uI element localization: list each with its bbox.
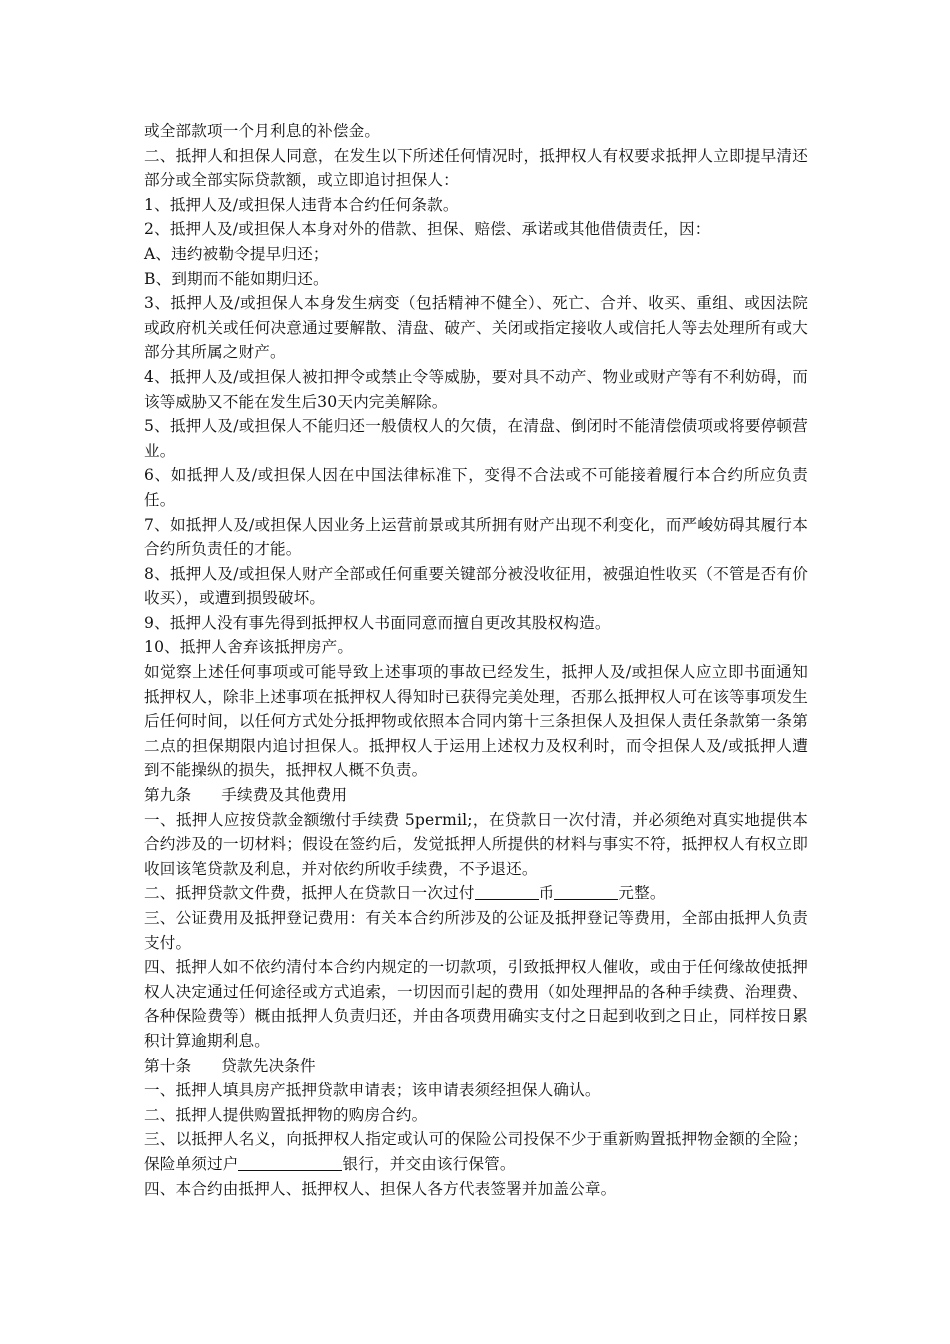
paragraph: 一、抵押人应按贷款金额缴付手续费 5permil;，在贷款日一次付清，并必须绝对真实地提供本合约涉及的一切材料；假设在签约后，发觉抵押人所提供的材料与事实不符，抵押权人有权立即收回该笔贷款及利息，并对依约所收手续费，不予退还。 xyxy=(144,810,808,878)
article-title: 贷款先决条件 xyxy=(221,1056,316,1075)
list-item: A、违约被勒令提早归还； xyxy=(144,244,329,263)
paragraph xyxy=(144,1127,808,1176)
paragraph: 三、公证费用及抵押登记费用：有关本合约所涉及的公证及抵押登记等费用，全部由抵押人负责支付。 xyxy=(144,909,808,952)
list-item: 6、如抵押人及/或担保人因在中国法律标准下，变得不合法或不可能接着履行本合约所应负责任。 xyxy=(144,466,808,509)
paragraph: 二、抵押人和担保人同意，在发生以下所述任何情况时，抵押权人有权要求抵押人立即提早清还部分或全部实际贷款额，或立即追讨担保人： xyxy=(144,146,808,190)
paragraph: 四、抵押人如不依约清付本合约内规定的一切款项，引致抵押权人催收，或由于任何缘故使抵押权人决定通过任何途径或方式追索，一切因而引起的费用（如处理押品的各种手续费、治理费、各种保险费等）概由抵押人负责归还，并由各项费用确实支付之日起到收到之日止，同样按日累积计算逾期利息。 xyxy=(144,958,808,1050)
list-item: 7、如抵押人及/或担保人因业务上运营前景或其所拥有财产出现不利变化，而严峻妨碍其履行本合约所负责任的才能。 xyxy=(144,515,808,559)
list-item: 2、抵押人及/或担保人本身对外的借款、担保、赔偿、承诺或其他借债责任，因： xyxy=(144,220,711,239)
text-segment: 三、以抵押人名义，向抵押权人指定或认可的保险公司投保不少于重新购置抵押物金额的全险；保险单须过户 xyxy=(144,1130,808,1173)
list-item: 5、抵押人及/或担保人不能归还一般债权人的欠债，在清盘、倒闭时不能清偿债项或将要停顿营业。 xyxy=(144,417,808,460)
fill-in-blank xyxy=(554,883,618,900)
article-9-heading xyxy=(144,783,808,808)
article-number: 第九条 xyxy=(144,786,192,805)
article-number: 第十条 xyxy=(144,1056,192,1075)
text-segment: 币 xyxy=(538,884,555,903)
list-item: 4、抵押人及/或担保人被扣押令或禁止令等威胁，要对具不动产、物业或财产等有不利妨碍，而该等威胁又不能在发生后30天内完美解除。 xyxy=(144,367,808,411)
list-item: 9、抵押人没有事先得到抵押权人书面同意而擅自更改其股权构造。 xyxy=(144,613,611,632)
paragraph: 四、本合约由抵押人、抵押权人、担保人各方代表签署并加盖公章。 xyxy=(144,1179,617,1198)
text-segment: 元整。 xyxy=(618,884,666,903)
text-segment: 银行，并交由该行保管。 xyxy=(342,1154,516,1173)
paragraph: 二、抵押人提供购置抵押物的购房合约。 xyxy=(144,1105,428,1124)
paragraph: 如觉察上述任何事项或可能导致上述事项的事故已经发生，抵押人及/或担保人应立即书面通知抵押权人，除非上述事项在抵押权人得知时已获得完美处理，否那么抵押权人可在该等事项发生后任何时间，以任何方式处分抵押物或依照本合同内第十三条担保人及担保人责任条款第一条第二点的担保期限内追讨担保人。抵押权人于运用上述权力及权利时，而令担保人及/或抵押人遭到不能操纵的损失，抵押权人概不负责。 xyxy=(144,663,808,780)
paragraph: 一、抵押人填具房产抵押贷款申请表；该申请表须经担保人确认。 xyxy=(144,1081,601,1100)
article-10-heading xyxy=(144,1054,808,1079)
list-item: B、到期而不能如期归还。 xyxy=(144,269,329,288)
list-item: 3、抵押人及/或担保人本身发生病变（包括精神不健全）、死亡、合并、收买、重组、或因法院或政府机关或任何决意通过要解散、清盘、破产、关闭或指定接收人或信托人等去处理所有或大部分其所属之财产。 xyxy=(144,294,808,362)
list-item: 8、抵押人及/或担保人财产全部或任何重要关键部分被没收征用，被强迫性收买（不管是否有价收买），或遭到损毁破坏。 xyxy=(144,564,808,608)
paragraph: 或全部款项一个月利息的补偿金。 xyxy=(144,122,381,140)
document-body xyxy=(144,119,808,1201)
fill-in-blank xyxy=(238,1154,342,1171)
article-title: 手续费及其他费用 xyxy=(221,786,348,805)
text-segment: 二、抵押贷款文件费，抵押人在贷款日一次过付 xyxy=(144,884,475,903)
fill-in-blank xyxy=(475,883,539,900)
paragraph xyxy=(144,881,808,906)
list-item: 10、抵押人舍弃该抵押房产。 xyxy=(144,638,354,657)
list-item: 1、抵押人及/或担保人违背本合约任何条款。 xyxy=(144,195,459,214)
